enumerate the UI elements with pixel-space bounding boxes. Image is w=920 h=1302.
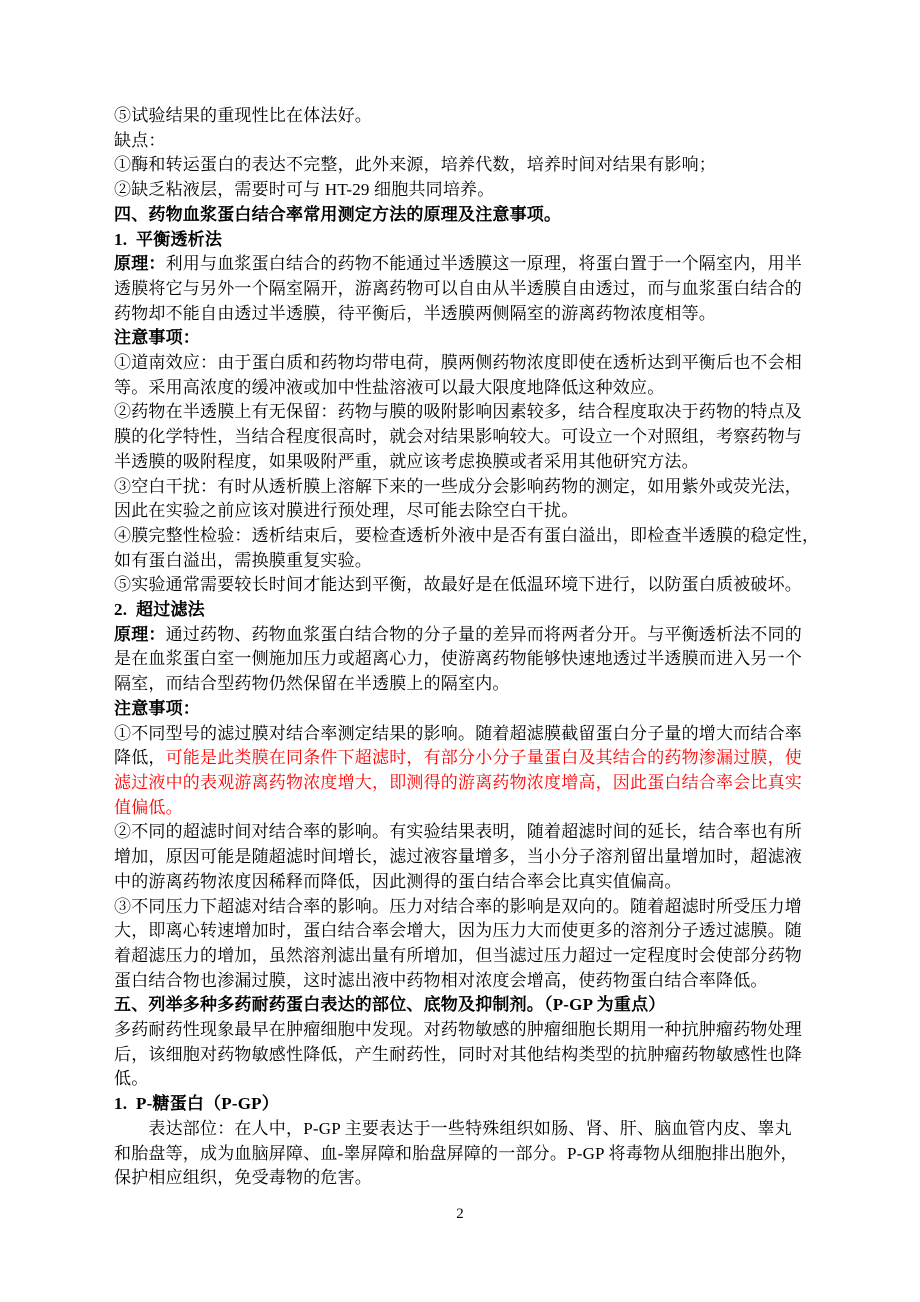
text-line — [114, 1043, 808, 1068]
text-segment: 值偏低。 — [114, 797, 183, 817]
text-line — [114, 623, 808, 648]
text-segment: ②不同的超滤时间对结合率的影响。有实验结果表明，随着超滤时间的延长，结合率也有所 — [114, 822, 802, 842]
text-line — [114, 672, 808, 697]
text-segment: ③不同压力下超滤对结合率的影响。压力对结合率的影响是双向的。随着超滤时所受压力增 — [114, 896, 802, 916]
text-segment: 药物却不能自由透过半透膜，待平衡后，半透膜两侧隔室的游离药物浓度相等。 — [114, 303, 716, 323]
text-segment: 因此在实验之前应该对膜进行预处理，尽可能去除空白干扰。 — [114, 501, 579, 521]
text-line — [114, 845, 808, 870]
text-line — [114, 895, 808, 920]
text-segment: 中的游离药物浓度因稀释而降低，因此测得的蛋白结合率会比真实值偏高。 — [114, 871, 682, 891]
text-line — [114, 351, 808, 376]
text-segment: 1. 平衡透析法 — [114, 229, 223, 249]
text-segment: 后，该细胞对药物敏感性降低，产生耐药性，同时对其他结构类型的抗肿瘤药物敏感性也降 — [114, 1044, 802, 1064]
text-line — [114, 1018, 808, 1043]
text-line — [114, 425, 808, 450]
text-segment: 表达部位：在人中，P-GP 主要表达于一些特殊组织如肠、肾、肝、脑血管内皮、睾丸 — [114, 1118, 792, 1138]
text-segment: 通过药物、药物血浆蛋白结合物的分子量的差异而将两者分开。与平衡透析法不同的 — [165, 624, 803, 644]
text-segment: 增加，原因可能是随超滤时间增长，滤过液容量增多，当小分子溶剂留出量增加时，超滤液 — [114, 847, 802, 867]
text-line — [114, 524, 820, 549]
text-segment: 注意事项： — [114, 328, 200, 348]
page-number: 2 — [456, 1206, 464, 1222]
text-segment: ④膜完整性检验：透析结束后，要检查透析外液中是否有蛋白溢出，即检查半透膜的稳定性， — [114, 525, 820, 545]
text-segment: ②缺乏粘液层，需要时可与 HT-29 细胞共同培养。 — [114, 180, 495, 200]
text-segment: 低。 — [114, 1069, 149, 1089]
text-segment: 四、药物血浆蛋白结合率常用测定方法的原理及注意事项。 — [114, 204, 562, 224]
text-segment: 多药耐药性现象最早在肿瘤细胞中发现。对药物敏感的肿瘤细胞长期用一种抗肿瘤药物处理 — [114, 1020, 802, 1040]
text-segment: 缺点： — [114, 130, 166, 150]
text-segment: 着超滤压力的增加，虽然溶剂滤出量有所增加，但当滤过压力超过一定程度时会使部分药物 — [114, 945, 802, 965]
text-segment: 原理： — [114, 624, 166, 644]
text-line — [114, 549, 808, 574]
text-segment: ③空白干扰：有时从透析膜上溶解下来的一些成分会影响药物的测定，如用紫外或荧光法， — [114, 476, 802, 496]
text-line — [114, 178, 808, 203]
text-line — [114, 993, 808, 1018]
text-line — [114, 771, 808, 796]
text-segment: 隔室，而结合型药物仍然保留在半透膜上的隔室内。 — [114, 674, 510, 694]
text-line — [114, 1117, 808, 1142]
text-line — [114, 722, 808, 747]
text-line — [114, 252, 808, 277]
text-line — [114, 919, 808, 944]
document-body — [114, 104, 820, 1191]
text-segment: ①不同型号的滤过膜对结合率测定结果的影响。随着超滤膜截留蛋白分子量的增大而结合率 — [114, 723, 802, 743]
text-line — [114, 1166, 808, 1191]
text-segment: 透膜将它与另外一个隔室隔开，游离药物可以自由从半透膜自由透过，而与血浆蛋白结合的 — [114, 278, 802, 298]
text-segment: 利用与血浆蛋白结合的药物不能通过半透膜这一原理，将蛋白置于一个隔室内，用半 — [165, 254, 803, 274]
text-line — [114, 376, 808, 401]
text-segment: 如有蛋白溢出，需换膜重复实验。 — [114, 550, 372, 570]
text-segment: 保护相应组织，免受毒物的危害。 — [114, 1168, 372, 1188]
text-segment: 原理： — [114, 254, 166, 274]
text-line — [114, 1067, 808, 1092]
text-line — [114, 302, 808, 327]
text-segment: ②药物在半透膜上有无保留：药物与膜的吸附影响因素较多，结合程度取决于药物的特点及 — [114, 402, 802, 422]
text-segment: ①道南效应：由于蛋白质和药物均带电荷，膜两侧药物浓度即使在透析达到平衡后也不会相 — [114, 353, 802, 373]
text-segment: 滤过液中的表观游离药物浓度增大，即测得的游离药物浓度增高，因此蛋白结合率会比真实 — [114, 772, 802, 792]
text-line — [114, 598, 808, 623]
text-line — [114, 573, 808, 598]
text-segment: 蛋白结合物也渗漏过膜，这时滤出液中药物相对浓度会增高，使药物蛋白结合率降低。 — [114, 970, 768, 990]
text-segment: 可能是此类膜在同条件下超滤时，有部分小分子量蛋白及其结合的药物渗漏过膜，使 — [165, 748, 803, 768]
text-line — [114, 647, 808, 672]
text-line — [114, 870, 808, 895]
text-segment: 等。采用高浓度的缓冲液或加中性盐溶液可以最大限度地降低这种效应。 — [114, 377, 665, 397]
text-line — [114, 969, 808, 994]
text-line — [114, 277, 808, 302]
text-segment: 2. 超过滤法 — [114, 600, 205, 620]
text-line — [114, 944, 808, 969]
text-segment: 和胎盘等，成为血脑屏障、血-睾屏障和胎盘屏障的一部分。P-GP 将毒物从细胞排出胞外， — [114, 1143, 798, 1163]
text-segment: 是在血浆蛋白室一侧施加压力或超离心力，使游离药物能够快速地透过半透膜而进入另一个 — [114, 649, 802, 669]
text-line — [114, 228, 808, 253]
text-segment: ①酶和转运蛋白的表达不完整，此外来源，培养代数，培养时间对结果有影响； — [114, 155, 716, 175]
text-segment: ⑤实验通常需要较长时间才能达到平衡，故最好是在低温环境下进行，以防蛋白质被破坏。 — [114, 575, 802, 595]
text-line — [114, 203, 808, 228]
text-line — [114, 1142, 808, 1167]
text-segment: 半透膜的吸附程度，如果吸附严重，就应该考虑换膜或者采用其他研究方法。 — [114, 451, 699, 471]
text-line — [114, 129, 808, 154]
text-segment: 注意事项： — [114, 698, 200, 718]
text-line — [114, 326, 808, 351]
text-segment: 五、列举多种多药耐药蛋白表达的部位、底物及抑制剂。（P-GP 为重点） — [114, 995, 666, 1015]
text-line — [114, 153, 808, 178]
text-segment: ⑤试验结果的重现性比在体法好。 — [114, 106, 372, 125]
text-line — [114, 475, 808, 500]
text-line — [114, 697, 808, 722]
text-line — [114, 746, 808, 771]
text-line — [114, 820, 808, 845]
text-line — [114, 796, 808, 821]
text-line — [114, 1092, 808, 1117]
text-segment: 膜的化学特性，当结合程度很高时，就会对结果影响较大。可设立一个对照组，考察药物与 — [114, 427, 802, 447]
text-line — [114, 450, 808, 475]
text-line — [114, 499, 808, 524]
text-segment: 大，即离心转速增加时，蛋白结合率会增大，因为压力大而使更多的溶剂分子透过滤膜。随 — [114, 921, 802, 941]
text-line — [114, 400, 808, 425]
text-segment: 1. P-糖蛋白（P-GP） — [114, 1094, 279, 1114]
text-segment: 降低， — [114, 748, 166, 768]
text-line — [114, 104, 808, 129]
